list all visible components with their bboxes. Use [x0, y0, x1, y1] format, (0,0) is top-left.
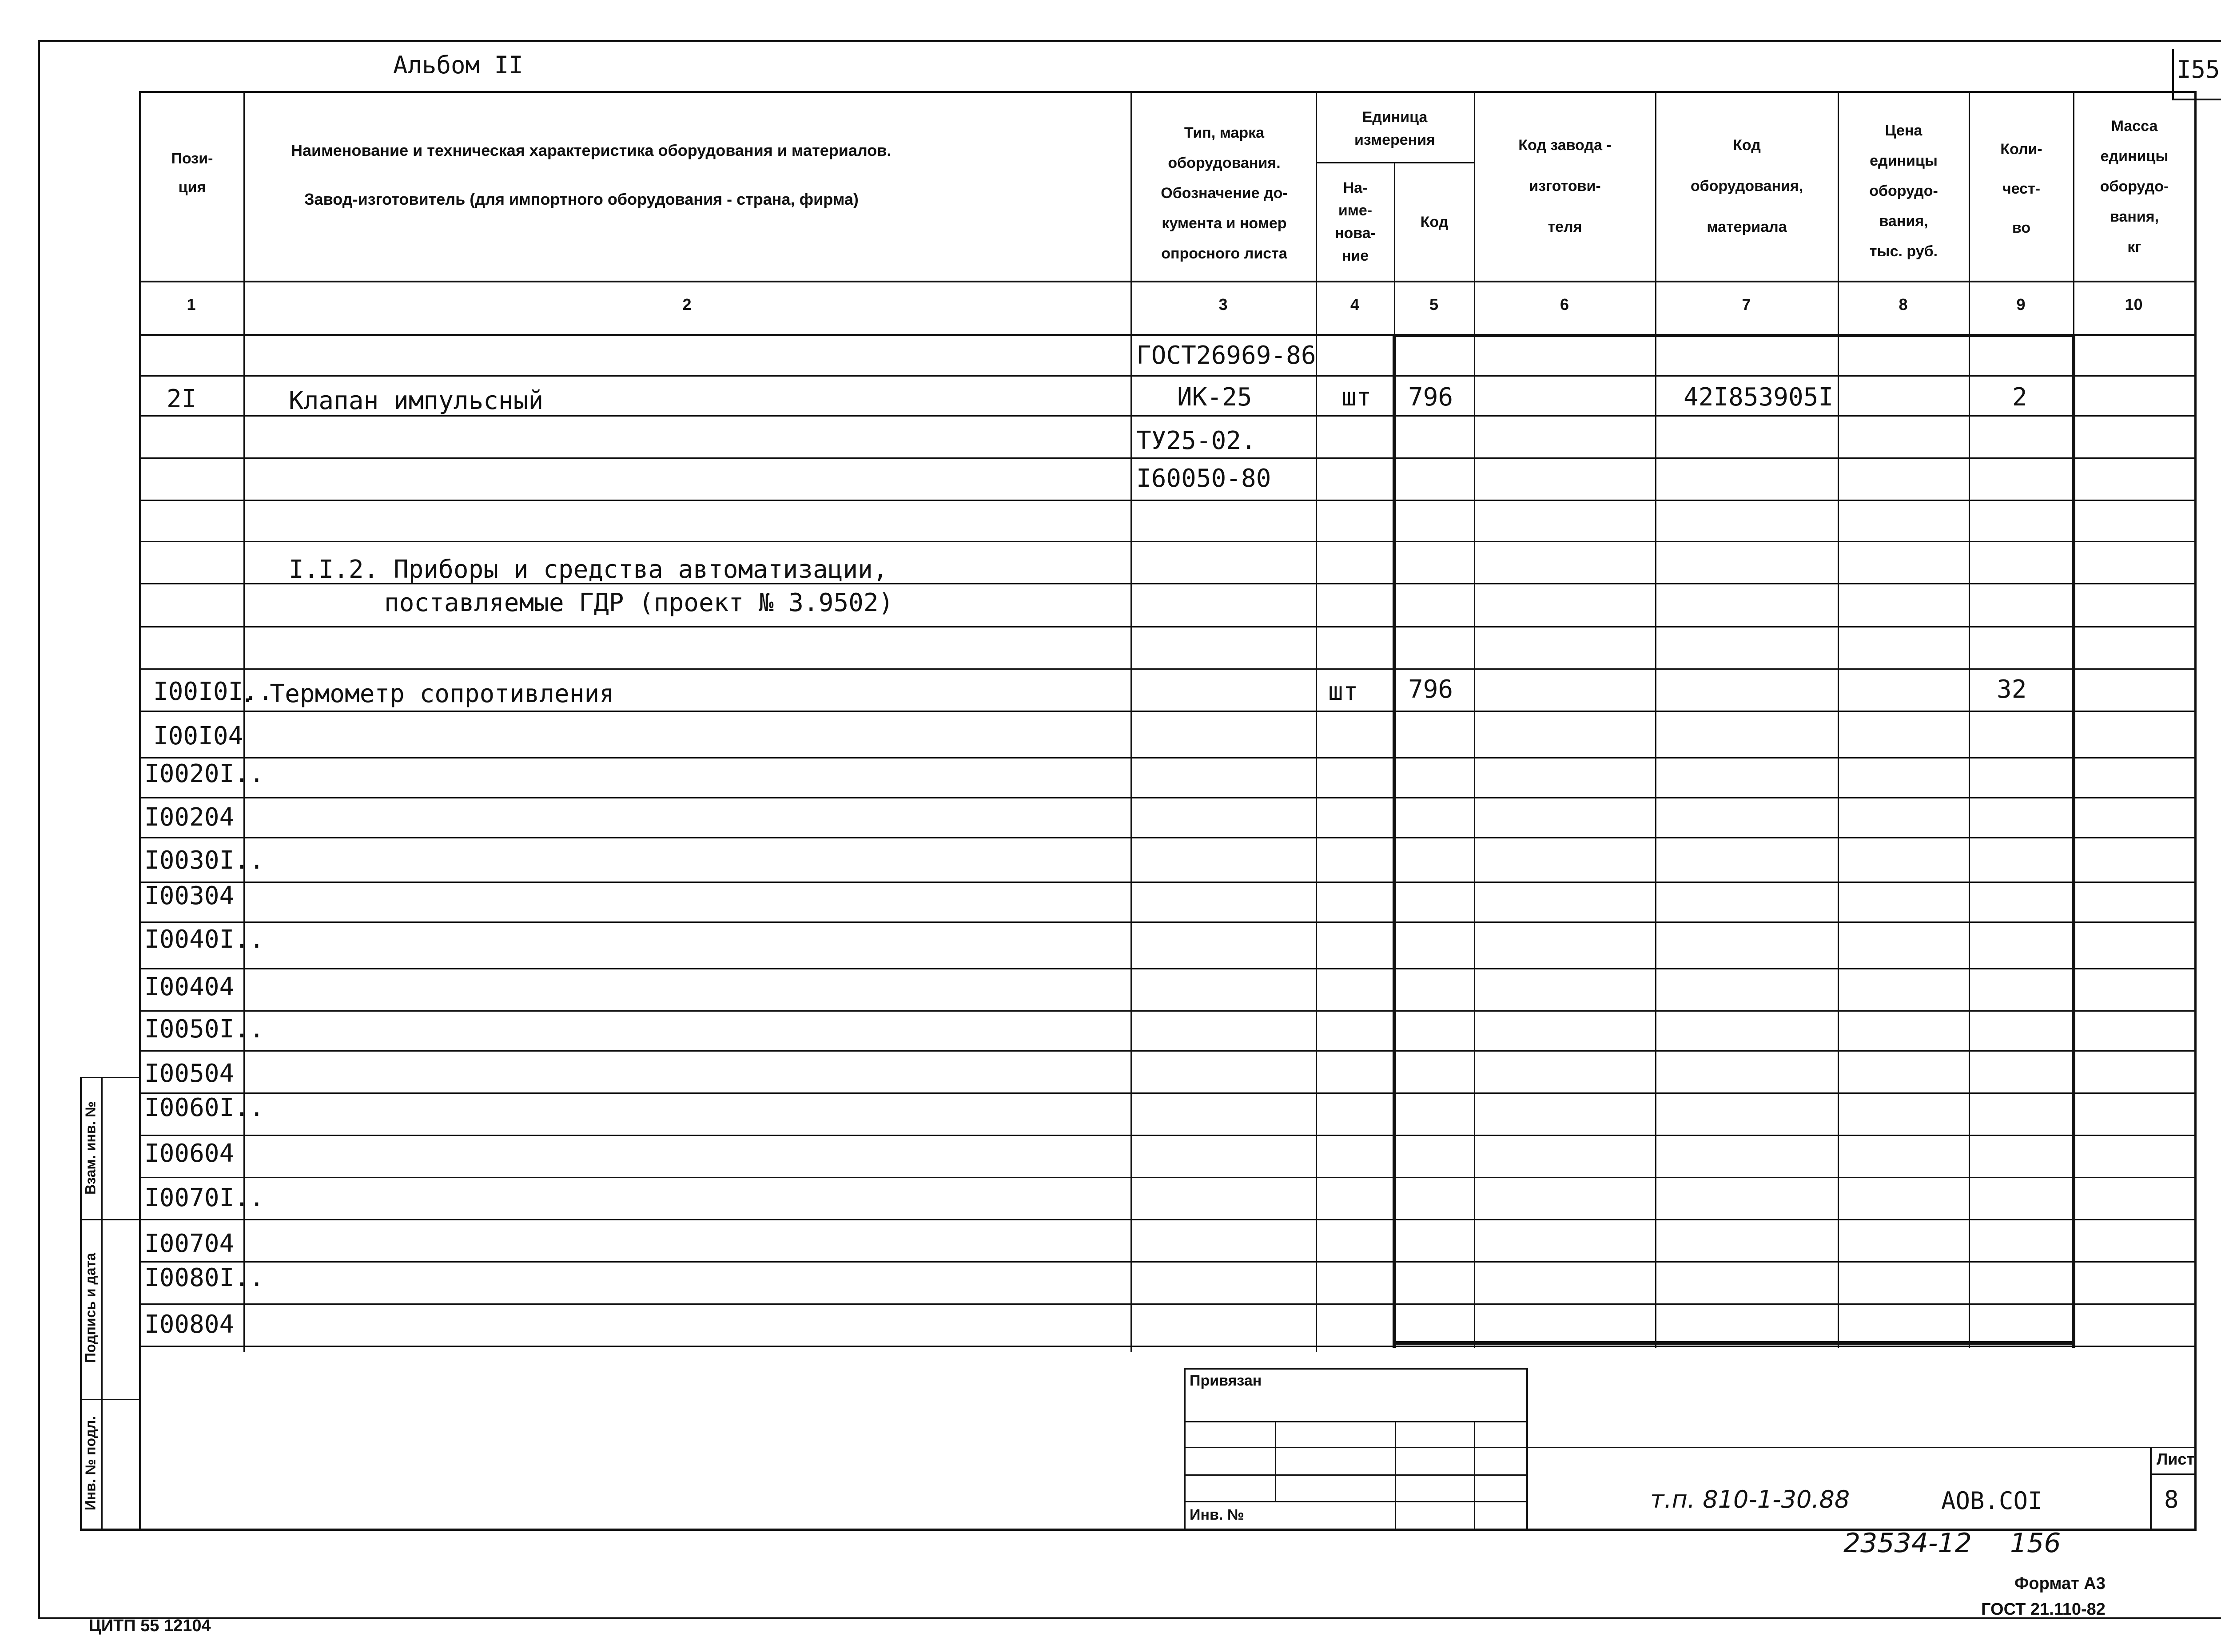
row-line: [139, 1092, 2197, 1094]
header-mass: Масса единицы оборудо- вания, кг: [2100, 118, 2169, 255]
position-cell: I00404: [144, 973, 235, 1001]
col-line-3: [1316, 91, 1317, 1352]
row-line: [139, 1219, 2197, 1220]
position-cell: I00204: [144, 803, 235, 832]
row-line: [139, 668, 2197, 670]
header-factory-code: Код завода - изготови- теля: [1518, 137, 1612, 235]
row-line: [139, 1010, 2197, 1012]
col-number-3: 3: [1218, 295, 1228, 314]
row-line: [139, 797, 2197, 798]
row8-position: I00I0I..: [153, 677, 273, 706]
position-cell: I00I04: [153, 722, 243, 751]
footer-citp: ЦИТП 55 12104: [89, 1616, 211, 1635]
row-line: [139, 1135, 2197, 1136]
unit-divider: [1316, 162, 1474, 163]
stamp-inv-no: Инв. №: [1190, 1506, 1244, 1523]
stamp-box-top: [1184, 1368, 1528, 1370]
position-cell: I0030I..: [144, 846, 264, 875]
row1-designation: ГОСТ26969-86: [1136, 341, 1316, 370]
stamp-main-top: [1528, 1447, 2197, 1448]
col-number-7: 7: [1742, 295, 1751, 314]
stamp-tp: т.п. 810-1-30.88: [1650, 1485, 1850, 1513]
footer-format: Формат А3: [2014, 1574, 2106, 1593]
outer-frame-left: [38, 40, 40, 1619]
page-corner-number: I55: [2177, 56, 2220, 83]
sidebar-div2: [80, 1399, 141, 1400]
row8-quantity: 32: [1997, 675, 2027, 704]
stamp-list-div: [2150, 1473, 2197, 1475]
col-line-6: [1655, 91, 1656, 1348]
position-cell: I00704: [144, 1229, 235, 1258]
header-name-line1: Наименование и техническая характеристика оборудования и материалов.: [291, 141, 892, 159]
header-unit: Единица измерения: [1354, 109, 1435, 148]
row-line: [139, 968, 2197, 969]
stamp-v2: [1395, 1421, 1396, 1530]
row3-designation: ТУ25-02.: [1136, 426, 1256, 455]
row-line: [139, 375, 2197, 377]
stamp-h3: [1184, 1474, 1528, 1476]
footer-gost: ГОСТ 21.110-82: [1981, 1600, 2106, 1619]
section-heading-1: I.I.2. Приборы и средства автоматизации,: [289, 555, 888, 584]
stamp-list-left: [2150, 1447, 2152, 1529]
sidebar-left: [80, 1077, 82, 1531]
row2-unit-code: 796: [1408, 383, 1453, 412]
stamp-h2: [1184, 1447, 1528, 1448]
row-line: [139, 415, 2197, 417]
outer-frame-bottom: [38, 1617, 2221, 1619]
thick-block-right: [2072, 334, 2075, 1348]
col-number-6: 6: [1560, 295, 1569, 314]
corner-box-bottom: [2172, 99, 2221, 100]
stamp-handwritten-page: 156: [2010, 1528, 2061, 1559]
row2-name: Клапан импульсный: [289, 386, 544, 415]
inner-frame-right: [2194, 91, 2197, 1531]
sidebar-div1: [80, 1219, 141, 1220]
position-cell: I0060I..: [144, 1093, 264, 1122]
col-number-4: 4: [1350, 295, 1360, 314]
thick-block-left: [1393, 334, 1396, 1348]
row-line: [139, 1177, 2197, 1178]
numbers-bottom: [139, 334, 2197, 336]
row-line-last: [139, 1346, 2197, 1347]
row-line: [139, 626, 2197, 627]
col-line-8: [1969, 91, 1970, 1348]
stamp-v3: [1474, 1421, 1475, 1530]
row-line: [139, 1303, 2197, 1305]
table-top: [139, 91, 2197, 93]
row-line: [139, 757, 2197, 758]
row-line: [139, 1261, 2197, 1263]
row-line: [139, 837, 2197, 838]
row2-type: ИК-25: [1177, 383, 1252, 412]
row-line: [139, 921, 2197, 923]
row2-quantity: 2: [2012, 383, 2027, 412]
row-line: [139, 711, 2197, 712]
col-number-9: 9: [2016, 295, 2026, 314]
sidebar-vzam: Взам. инв. №: [82, 1101, 99, 1195]
col-line-7: [1838, 91, 1839, 1348]
sidebar-mid: [101, 1077, 103, 1531]
header-price: Цена единицы оборудо- вания, тыс. руб.: [1869, 122, 1938, 260]
stamp-h1: [1184, 1421, 1528, 1422]
row-line: [139, 541, 2197, 542]
col-number-5: 5: [1429, 295, 1439, 314]
thick-block-bottom: [1393, 1341, 2075, 1345]
stamp-box-right: [1526, 1368, 1528, 1530]
row8-unit-code: 796: [1408, 675, 1453, 704]
stamp-box-left: [1184, 1368, 1186, 1530]
row4-designation: I60050-80: [1136, 464, 1271, 493]
position-cell: I0020I..: [144, 759, 264, 788]
stamp-privyazan: Привязан: [1190, 1372, 1262, 1389]
col-number-8: 8: [1899, 295, 1908, 314]
row2-equip-code: 42I853905I: [1684, 383, 1834, 412]
header-position: Пози- ция: [171, 150, 213, 196]
col-line-5: [1474, 91, 1475, 1348]
row2-unit: шт: [1341, 383, 1372, 412]
header-quantity: Коли- чест- во: [2000, 141, 2042, 237]
col-line-2: [1130, 91, 1132, 1352]
row-line: [139, 500, 2197, 501]
album-title: Альбом II: [393, 51, 523, 79]
header-unit-name: На- име- нова- ние: [1335, 179, 1376, 264]
corner-box-left: [2172, 49, 2174, 100]
sidebar-podpis: Подпись и дата: [82, 1253, 99, 1363]
row-line: [139, 1050, 2197, 1052]
col-number-2: 2: [682, 295, 692, 314]
stamp-list-label: Лист: [2157, 1450, 2195, 1468]
header-type: Тип, марка оборудования. Обозначение до- кумента и номер опросного листа: [1161, 124, 1288, 262]
outer-frame-top: [38, 40, 2221, 42]
row8-name: . Термометр сопротивления: [240, 679, 614, 708]
position-cell: I00504: [144, 1059, 235, 1088]
position-cell: I0050I..: [144, 1015, 264, 1044]
col-number-10: 10: [2125, 295, 2143, 314]
col-line-1: [243, 91, 245, 1352]
col-number-1: 1: [187, 295, 196, 314]
stamp-handwritten-number: 23534-12: [1843, 1528, 1972, 1559]
stamp-code: АОВ.СОI: [1941, 1487, 2042, 1515]
position-cell: I0070I..: [144, 1183, 264, 1212]
header-name-line2: Завод-изготовитель (для импортного оборудования - страна, фирма): [304, 190, 859, 208]
header-bottom: [139, 281, 2197, 282]
position-cell: I00804: [144, 1310, 235, 1339]
stamp-v1: [1275, 1421, 1276, 1501]
position-cell: I00604: [144, 1139, 235, 1168]
stamp-h4: [1184, 1501, 1528, 1502]
stamp-list-number: 8: [2164, 1485, 2179, 1513]
position-cell: I0080I..: [144, 1263, 264, 1292]
row2-position: 2I: [167, 385, 197, 413]
header-unit-code: Код: [1420, 213, 1449, 230]
row-line: [139, 457, 2197, 459]
sidebar-inv: Инв. № подл.: [82, 1416, 99, 1511]
section-heading-2: поставляемые ГДР (проект № 3.9502): [384, 588, 894, 617]
row8-unit: шт: [1328, 677, 1358, 706]
position-cell: I0040I..: [144, 925, 264, 954]
header-equip-code: Код оборудования, материала: [1690, 137, 1803, 235]
sidebar-top: [80, 1077, 141, 1078]
row-line: [139, 882, 2197, 883]
position-cell: I00304: [144, 882, 235, 910]
